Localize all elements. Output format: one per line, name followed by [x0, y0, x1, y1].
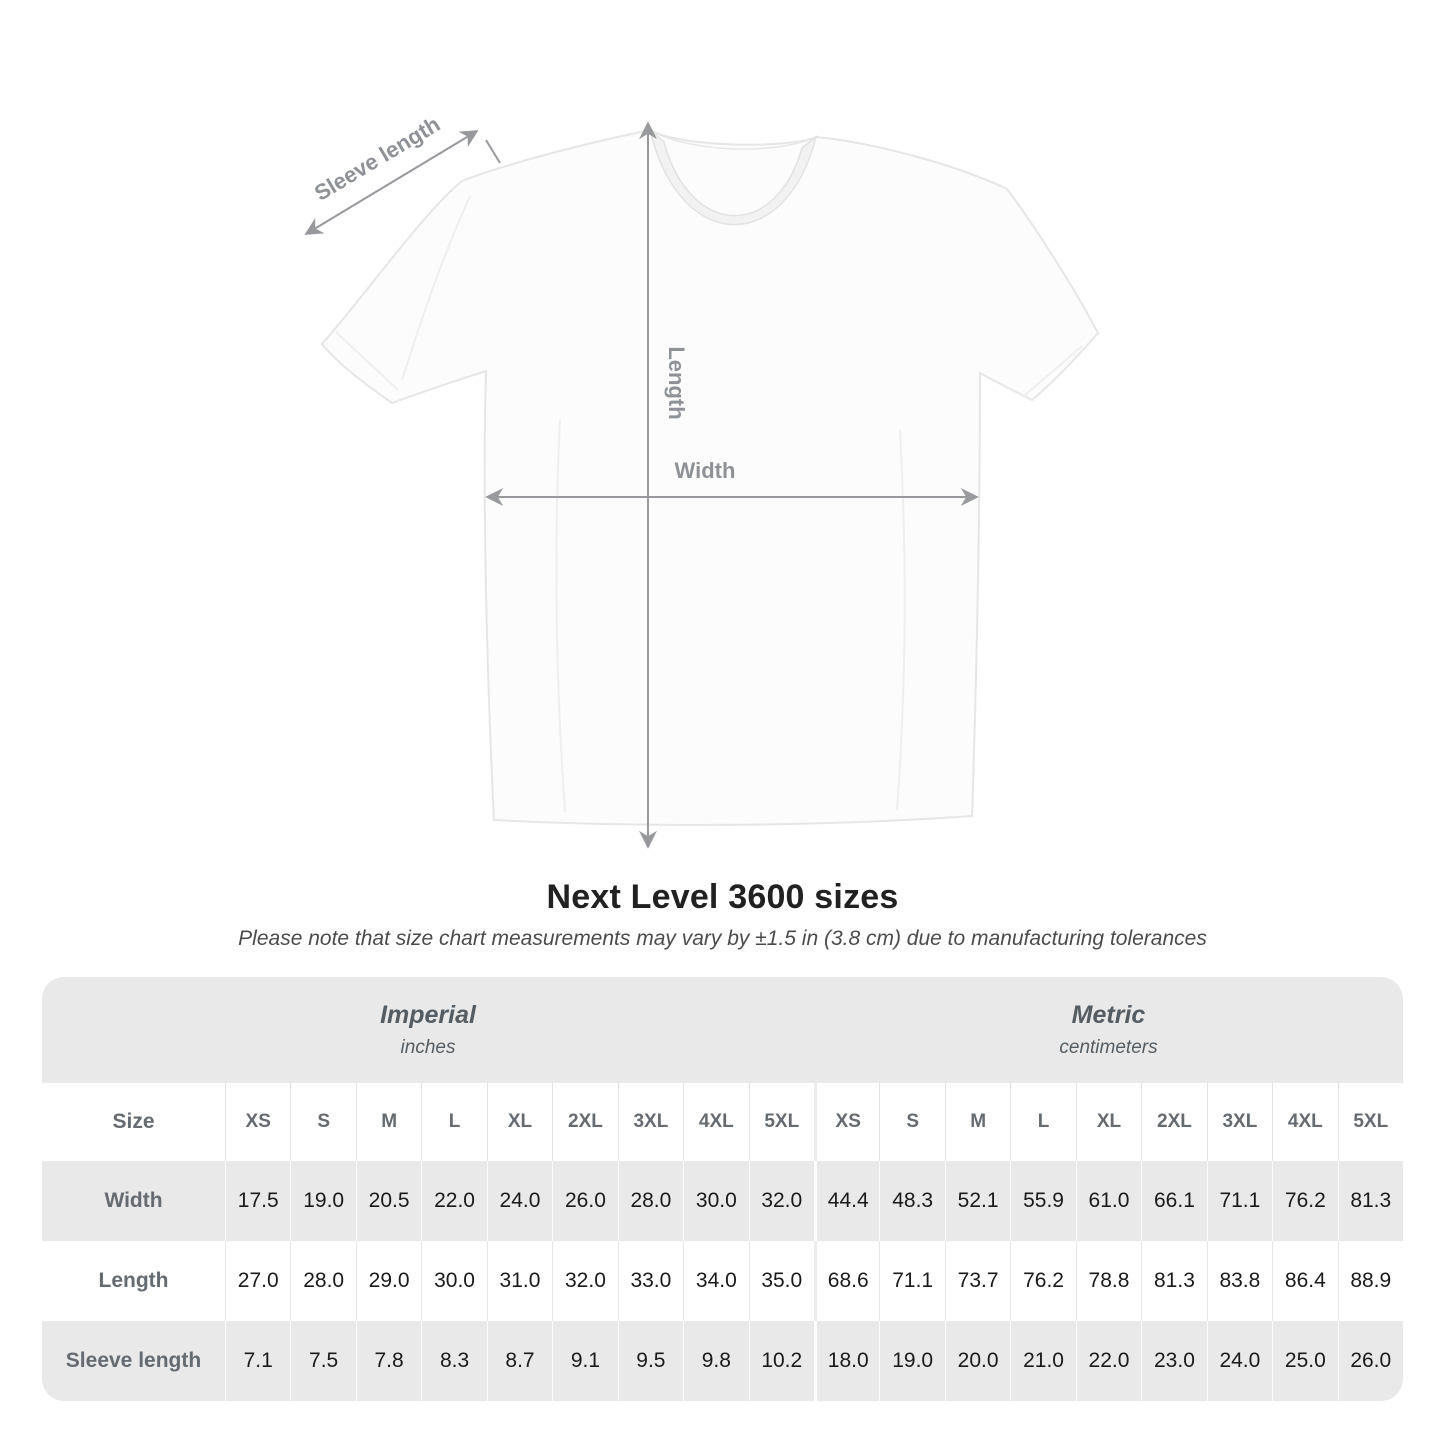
size-header-cell: 3XL	[618, 1083, 683, 1161]
sleeve-value-cell: 9.5	[618, 1321, 683, 1401]
metric-header	[814, 977, 1403, 1083]
sleeve-value-cell: 22.0	[1076, 1321, 1141, 1401]
size-header-cell: 5XL	[749, 1083, 814, 1161]
size-header-cell: 4XL	[683, 1083, 748, 1161]
length-value-cell: 71.1	[879, 1241, 944, 1321]
length-value-cell: 31.0	[487, 1241, 552, 1321]
size-header-cell: 5XL	[1338, 1083, 1403, 1161]
length-row	[42, 1241, 1403, 1321]
width-value-cell: 48.3	[879, 1161, 944, 1241]
length-value-cell: 29.0	[356, 1241, 421, 1321]
width-value-cell: 30.0	[683, 1161, 748, 1241]
page-title: Next Level 3600 sizes	[546, 878, 899, 916]
size-header-cell: 2XL	[1141, 1083, 1206, 1161]
length-value-cell: 32.0	[552, 1241, 617, 1321]
size-header-cell: XL	[1076, 1083, 1141, 1161]
width-value-cell: 55.9	[1010, 1161, 1075, 1241]
size-header-cell: 4XL	[1272, 1083, 1337, 1161]
sleeve-value-cell: 18.0	[814, 1321, 879, 1401]
length-row-label: Length	[98, 1269, 169, 1292]
sleeve-value-cell: 26.0	[1338, 1321, 1403, 1401]
sleeve-value-cell: 8.7	[487, 1321, 552, 1401]
size-column-header: Size	[112, 1110, 155, 1133]
length-value-cell: 30.0	[421, 1241, 486, 1321]
size-header-cell: XL	[487, 1083, 552, 1161]
sleeve-value-cell: 7.1	[225, 1321, 290, 1401]
length-value-cell: 78.8	[1076, 1241, 1141, 1321]
imperial-header	[42, 977, 814, 1083]
size-header-cell: XS	[814, 1083, 879, 1161]
page-subtitle: Please note that size chart measurements may vary by ±1.5 in (3.8 cm) due to manufacturing tolerances	[238, 927, 1207, 950]
sleeve-length-row	[42, 1321, 1403, 1401]
length-value-cell: 73.7	[945, 1241, 1010, 1321]
length-value-cell: 68.6	[814, 1241, 879, 1321]
size-header-cell: M	[356, 1083, 421, 1161]
size-header-row	[42, 1083, 1403, 1161]
sleeve-value-cell: 20.0	[945, 1321, 1010, 1401]
size-header-cell: 2XL	[552, 1083, 617, 1161]
sleeve-value-cell: 8.3	[421, 1321, 486, 1401]
width-value-cell: 19.0	[290, 1161, 355, 1241]
length-value-cell: 35.0	[749, 1241, 814, 1321]
length-value-cell: 28.0	[290, 1241, 355, 1321]
width-value-cell: 32.0	[749, 1161, 814, 1241]
length-value-cell: 88.9	[1338, 1241, 1403, 1321]
width-value-cell: 71.1	[1207, 1161, 1272, 1241]
sleeve-row-label: Sleeve length	[65, 1349, 202, 1372]
width-value-cell: 44.4	[814, 1161, 879, 1241]
length-value-cell: 33.0	[618, 1241, 683, 1321]
width-value-cell: 76.2	[1272, 1161, 1337, 1241]
size-header-cell: XS	[225, 1083, 290, 1161]
length-value-cell: 34.0	[683, 1241, 748, 1321]
length-value-cell: 83.8	[1207, 1241, 1272, 1321]
width-value-cell: 66.1	[1141, 1161, 1206, 1241]
sleeve-value-cell: 9.8	[683, 1321, 748, 1401]
size-header-cell: S	[290, 1083, 355, 1161]
sleeve-arrow-tick	[486, 140, 500, 163]
length-value-cell: 81.3	[1141, 1241, 1206, 1321]
width-value-cell: 24.0	[487, 1161, 552, 1241]
width-value-cell: 22.0	[421, 1161, 486, 1241]
length-value-cell: 27.0	[225, 1241, 290, 1321]
width-value-cell: 17.5	[225, 1161, 290, 1241]
metric-unit: centimeters	[1059, 1036, 1158, 1058]
sleeve-value-cell: 24.0	[1207, 1321, 1272, 1401]
width-value-cell: 28.0	[618, 1161, 683, 1241]
length-value-cell: 86.4	[1272, 1241, 1337, 1321]
length-value-cell: 76.2	[1010, 1241, 1075, 1321]
width-row-label: Width	[104, 1189, 163, 1212]
metric-title: Metric	[1071, 1000, 1146, 1029]
size-header-cell: S	[879, 1083, 944, 1161]
width-label: Width	[674, 458, 736, 483]
imperial-unit: inches	[400, 1036, 456, 1058]
width-value-cell: 20.5	[356, 1161, 421, 1241]
size-table	[42, 977, 1403, 1401]
sleeve-value-cell: 10.2	[749, 1321, 814, 1401]
size-header-cell: 3XL	[1207, 1083, 1272, 1161]
width-value-cell: 61.0	[1076, 1161, 1141, 1241]
size-header-cell: M	[945, 1083, 1010, 1161]
width-value-cell: 81.3	[1338, 1161, 1403, 1241]
width-value-cell: 52.1	[945, 1161, 1010, 1241]
sleeve-value-cell: 25.0	[1272, 1321, 1337, 1401]
imperial-title: Imperial	[380, 1000, 476, 1029]
sleeve-value-cell: 9.1	[552, 1321, 617, 1401]
width-row	[42, 1161, 1403, 1241]
sleeve-value-cell: 7.5	[290, 1321, 355, 1401]
size-header-cell: L	[1010, 1083, 1075, 1161]
sleeve-value-cell: 19.0	[879, 1321, 944, 1401]
width-value-cell: 26.0	[552, 1161, 617, 1241]
length-label: Length	[664, 346, 689, 420]
sleeve-length-label: Sleeve length	[309, 111, 445, 206]
sleeve-value-cell: 21.0	[1010, 1321, 1075, 1401]
title-block	[0, 878, 1445, 951]
size-header-cell: L	[421, 1083, 486, 1161]
sleeve-value-cell: 23.0	[1141, 1321, 1206, 1401]
sleeve-value-cell: 7.8	[356, 1321, 421, 1401]
unit-header-row	[42, 977, 1403, 1083]
